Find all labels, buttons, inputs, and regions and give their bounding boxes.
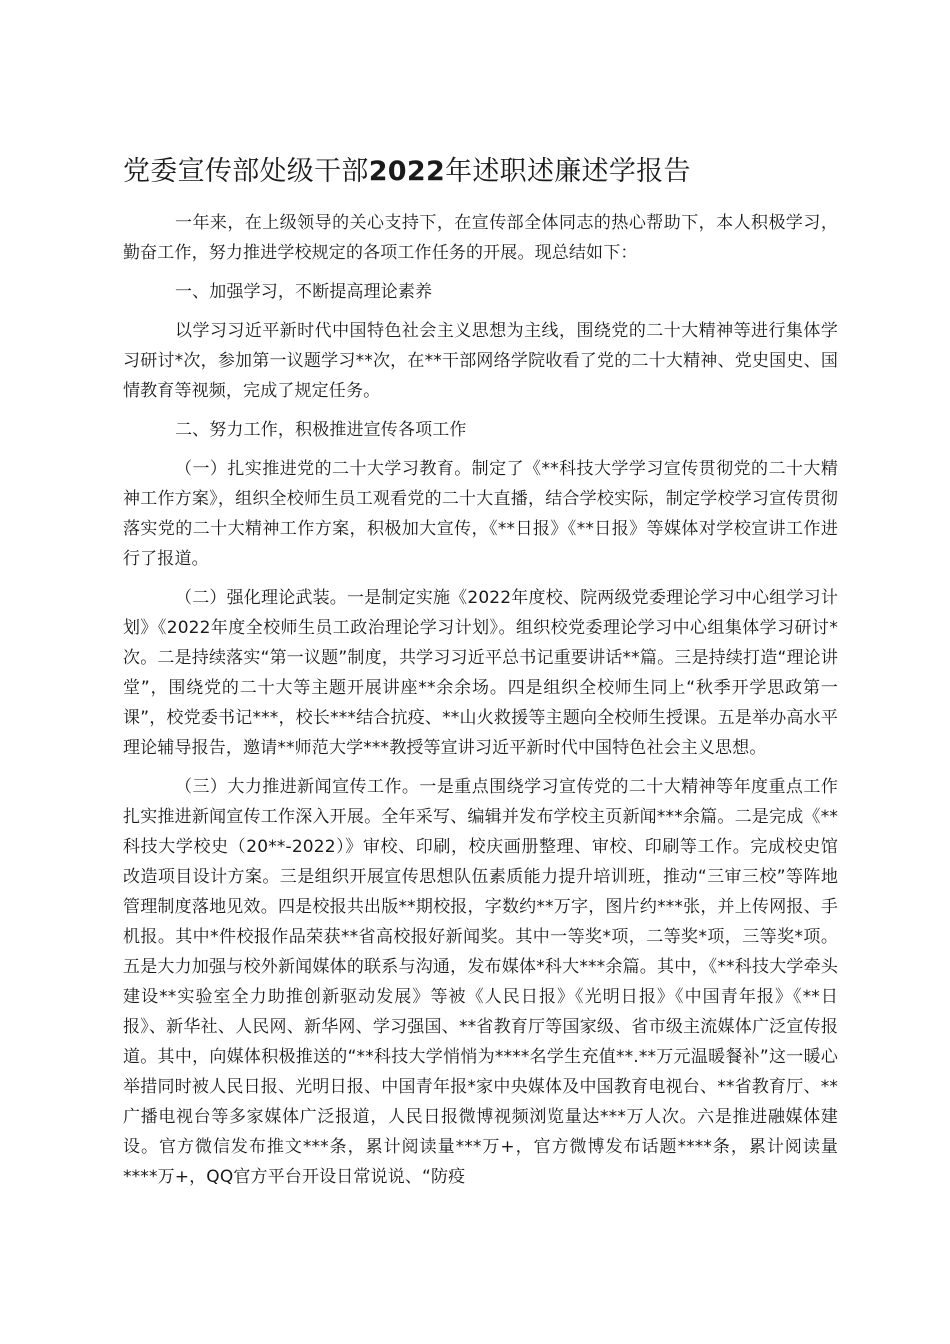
item-1-paragraph: （一）扎实推进党的二十大学习教育。制定了《**科技大学学习宣传贯彻党的二十大精神工作方案》，组织全校师生员工观看党的二十大直播，结合学校实际，制定学校学习宣传贯彻落实党的二十大精神工作方案，积极加大宣传，《**日报》《**日报》等媒体对学校宣讲工作进行了报道。 [123,459,838,569]
section-heading-2: 二、努力工作，积极推进宣传各项工作 [175,420,467,440]
document-body [123,208,838,1201]
intro-paragraph: 一年来，在上级领导的关心支持下，在宣传部全体同志的热心帮助下，本人积极学习，勤奋工作，努力推进学校规定的各项工作任务的开展。现总结如下： [123,213,838,263]
section-heading-1: 一、加强学习，不断提高理论素养 [175,282,433,302]
document-title [123,150,843,194]
title-year: 2022 [368,156,446,187]
section-1-paragraph: 以学习习近平新时代中国特色社会主义思想为主线，围绕党的二十大精神等进行集体学习研讨*次，参加第一议题学习**次，在**干部网络学院收看了党的二十大精神、党史国史、国情教育等视频，完成了规定任务。 [123,321,838,401]
title-suffix: 年述职述廉述学报告 [445,156,691,187]
title-prefix: 党委宣传部处级干部 [123,156,369,187]
item-2-paragraph: （二）强化理论武装。一是制定实施《2022年度校、院两级党委理论学习中心组学习计划》《2022年度全校师生员工政治理论学习计划》。组织校党委理论学习中心组集体学习研讨*次。二是持续落实“第一议题”制度，共学习习近平总书记重要讲话**篇。三是持续打造“理论讲堂”，围绕党的二十大等主题开展讲座**余余场。四是组织全校师生同上“秋季开学思政第一课”，校党委书记***，校长***结合抗疫、**山火救援等主题向全校师生授课。五是举办高水平理论辅导报告，邀请**师范大学***教授等宣讲习近平新时代中国特色社会主义思想。 [123,588,838,758]
item-3-paragraph: （三）大力推进新闻宣传工作。一是重点围绕学习宣传党的二十大精神等年度重点工作扎实推进新闻宣传工作深入开展。全年采写、编辑并发布学校主页新闻***余篇。二是完成《**科技大学校史（20**-2022）》审校、印刷，校庆画册整理、审校、印刷等工作。完成校史馆改造项目设计方案。三是组织开展宣传思想队伍素质能力提升培训班，推动“三审三校”等阵地管理制度落地见效。四是校报共出版**期校报，字数约**万字，图片约***张，并上传网报、手机报。其中*件校报作品荣获**省高校报好新闻奖。其中一等奖*项，二等奖*项，三等奖*项。五是大力加强与校外新闻媒体的联系与沟通，发布媒体*科大***余篇。其中，《**科技大学牵头建设**实验室全力助推创新驱动发展》等被《人民日报》《光明日报》《中国青年报》《**日报》、新华社、人民网、新华网、学习强国、**省教育厅等国家级、省市级主流媒体广泛宣传报道。其中，向媒体积极推送的“**科技大学悄悄为****名学生充值**.**万元温暖餐补”这一暖心举措同时被人民日报、光明日报、中国青年报*家中央媒体及中国教育电视台、**省教育厅、**广播电视台等多家媒体广泛报道，人民日报微博视频浏览量达***万人次。六是推进融媒体建设。官方微信发布推文***条，累计阅读量***万+，官方微博发布话题****条，累计阅读量****万+，QQ官方平台开设日常说说、“防疫 [123,777,838,1187]
